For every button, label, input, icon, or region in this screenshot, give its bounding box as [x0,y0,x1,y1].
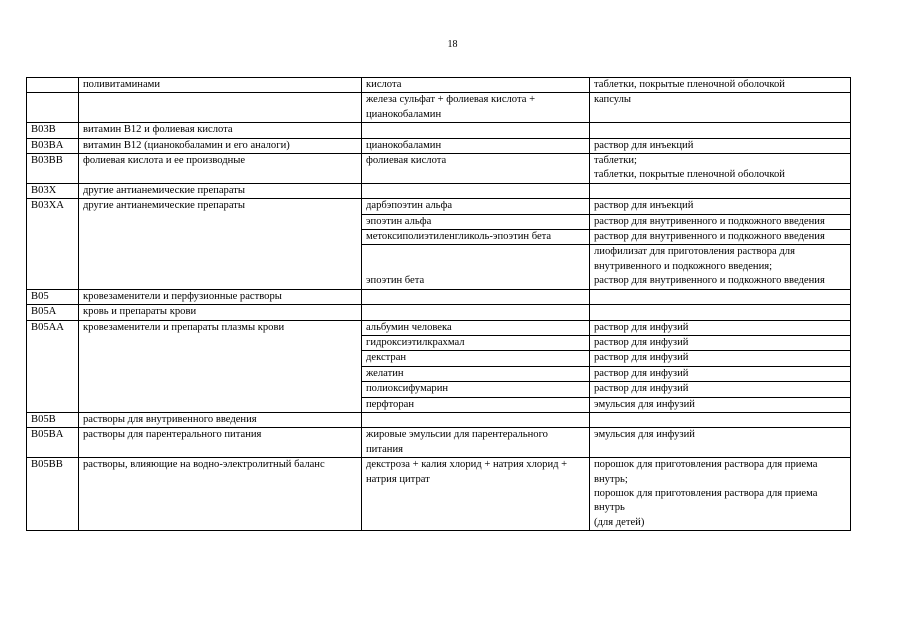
atc-code-cell: B03BA [27,138,79,153]
group-name-cell: растворы для внутривенного введения [79,412,362,427]
dosage-form-cell: порошок для приготовления раствора для приема внутрь; порошок для приготовления раствора для приема внутрь (для детей) [590,458,851,531]
drug-name-cell: гидроксиэтилкрахмал [362,335,590,350]
drug-name-cell: кислота [362,78,590,93]
dosage-form-cell: раствор для инфузий [590,320,851,335]
group-name-cell: кровезаменители и перфузионные растворы [79,289,362,304]
drug-name-cell: метоксиполиэтиленгликоль-эпоэтин бета [362,230,590,245]
drug-name-cell [362,183,590,198]
atc-code-cell: B05BB [27,458,79,531]
group-name-cell: другие антианемические препараты [79,199,362,289]
drug-name-cell: жировые эмульсии для парентерального питания [362,428,590,458]
dosage-form-cell: раствор для инъекций [590,138,851,153]
drug-name-cell [362,305,590,320]
dosage-form-cell: таблетки; таблетки, покрытые пленочной оболочкой [590,154,851,184]
group-name-cell: витамин B12 (цианокобаламин и его аналоги) [79,138,362,153]
drug-name-cell: эпоэтин бета [362,245,590,289]
dosage-form-cell: раствор для внутривенного и подкожного введения [590,214,851,229]
dosage-form-cell [590,412,851,427]
drug-name-cell [362,289,590,304]
atc-code-cell: B03XA [27,199,79,289]
dosage-form-cell: лиофилизат для приготовления раствора для внутривенного и подкожного введения; раствор для внутривенного и подкожного введения [590,245,851,289]
atc-code-cell: B05AA [27,320,79,412]
drug-name-cell: железа сульфат + фолиевая кислота + цианокобаламин [362,93,590,123]
group-name-cell: витамин B12 и фолиевая кислота [79,123,362,138]
drug-name-cell: альбумин человека [362,320,590,335]
dosage-form-cell [590,123,851,138]
drug-name-cell: декстроза + калия хлорид + натрия хлорид + натрия цитрат [362,458,590,531]
atc-code-cell: B05 [27,289,79,304]
drug-name-cell: эпоэтин альфа [362,214,590,229]
atc-code-cell: B05B [27,412,79,427]
page-number: 18 [447,39,458,50]
atc-code-cell [27,93,79,123]
group-name-cell: кровезаменители и препараты плазмы крови [79,320,362,412]
atc-code-cell: B05BA [27,428,79,458]
table-row [27,428,851,458]
dosage-form-cell: эмульсия для инфузий [590,397,851,412]
table-row [27,78,851,93]
table-row [27,289,851,304]
drug-classification-table [26,77,851,531]
drug-name-cell: желатин [362,366,590,381]
dosage-form-cell [590,305,851,320]
table-row [27,320,851,335]
table-row [27,183,851,198]
dosage-form-cell: таблетки, покрытые пленочной оболочкой [590,78,851,93]
atc-code-cell: B03B [27,123,79,138]
atc-code-cell [27,78,79,93]
drug-name-cell: дарбэпоэтин альфа [362,199,590,214]
group-name-cell: фолиевая кислота и ее производные [79,154,362,184]
dosage-form-cell: раствор для инфузий [590,382,851,397]
drug-name-cell: фолиевая кислота [362,154,590,184]
table-row [27,154,851,184]
dosage-form-cell [590,183,851,198]
dosage-form-cell: эмульсия для инфузий [590,428,851,458]
atc-code-cell: B05A [27,305,79,320]
table-row [27,138,851,153]
drug-name-cell [362,412,590,427]
dosage-form-cell: раствор для внутривенного и подкожного введения [590,230,851,245]
dosage-form-cell: раствор для инъекций [590,199,851,214]
dosage-form-cell: раствор для инфузий [590,335,851,350]
table-row [27,123,851,138]
drug-name-cell: полиоксифумарин [362,382,590,397]
group-name-cell: кровь и препараты крови [79,305,362,320]
atc-code-cell: B03X [27,183,79,198]
table-row [27,458,851,531]
group-name-cell: поливитаминами [79,78,362,93]
drug-name-cell: цианокобаламин [362,138,590,153]
group-name-cell: растворы для парентерального питания [79,428,362,458]
dosage-form-cell [590,289,851,304]
dosage-form-cell: раствор для инфузий [590,366,851,381]
drug-name-cell: декстран [362,351,590,366]
group-name-cell [79,93,362,123]
dosage-form-cell: раствор для инфузий [590,351,851,366]
table-row [27,412,851,427]
group-name-cell: другие антианемические препараты [79,183,362,198]
table-row [27,305,851,320]
drug-name-cell: перфторан [362,397,590,412]
table-row [27,93,851,123]
table-row [27,199,851,214]
dosage-form-cell: капсулы [590,93,851,123]
atc-code-cell: B03BB [27,154,79,184]
drug-name-cell [362,123,590,138]
group-name-cell: растворы, влияющие на водно-электролитный баланс [79,458,362,531]
